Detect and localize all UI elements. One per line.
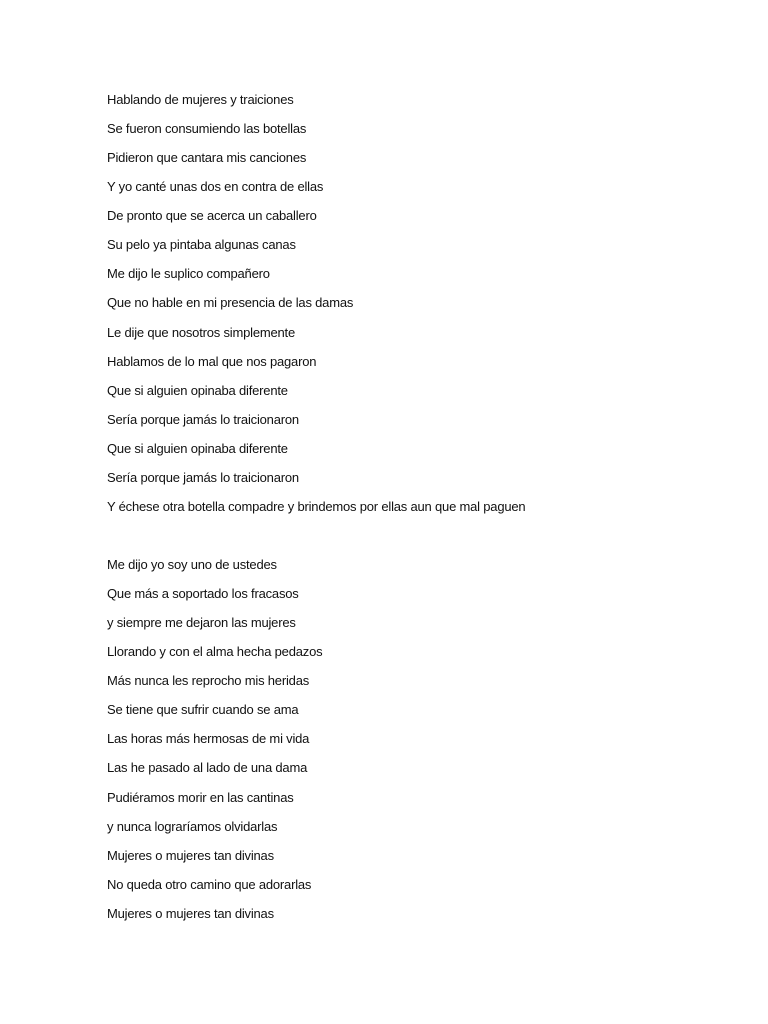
lyric-line: Llorando y con el alma hecha pedazos	[107, 644, 323, 660]
lyric-line: Le dije que nosotros simplemente	[107, 324, 295, 340]
lyric-line: Me dijo le suplico compañero	[107, 266, 270, 282]
lyric-line: Sería porque jamás lo traicionaron	[107, 469, 299, 485]
lyric-line: Más nunca les reprocho mis heridas	[107, 673, 310, 689]
lyric-line: Hablando de mujeres y traiciones	[107, 92, 294, 107]
lyric-line: Las he pasado al lado de una dama	[107, 760, 308, 776]
lyric-line: Se tiene que sufrir cuando se ama	[107, 702, 299, 718]
lyric-line: Y échese otra botella compadre y brindemos por ellas aun que mal paguen	[107, 498, 526, 514]
lyric-line: Que si alguien opinaba diferente	[107, 382, 288, 398]
lyric-line: Mujeres o mujeres tan divinas	[107, 905, 274, 921]
lyric-line: De pronto que se acerca un caballero	[107, 208, 317, 224]
lyric-line: Las horas más hermosas de mi vida	[107, 731, 310, 747]
lyric-line: No queda otro camino que adorarlas	[107, 876, 312, 892]
stanza-1	[107, 91, 525, 527]
lyric-line: Su pelo ya pintaba algunas canas	[107, 237, 296, 253]
lyric-line: y siempre me dejaron las mujeres	[107, 615, 296, 631]
stanza-2	[107, 556, 322, 934]
lyric-line: Pidieron que cantara mis canciones	[107, 150, 307, 166]
lyric-line: Se fueron consumiendo las botellas	[107, 121, 307, 137]
lyric-line: y nunca lograríamos olvidarlas	[107, 818, 278, 834]
lyric-line: Pudiéramos morir en las cantinas	[107, 789, 294, 805]
lyric-line: Mujeres o mujeres tan divinas	[107, 847, 274, 863]
lyric-line: Que no hable en mi presencia de las damas	[107, 295, 354, 311]
lyric-line: Sería porque jamás lo traicionaron	[107, 411, 299, 427]
lyric-line: Me dijo yo soy uno de ustedes	[107, 557, 277, 572]
lyric-line: Hablamos de lo mal que nos pagaron	[107, 353, 317, 369]
lyric-line: Que más a soportado los fracasos	[107, 586, 299, 602]
lyric-line: Que si alguien opinaba diferente	[107, 440, 288, 456]
lyric-line: Y yo canté unas dos en contra de ellas	[107, 179, 324, 195]
